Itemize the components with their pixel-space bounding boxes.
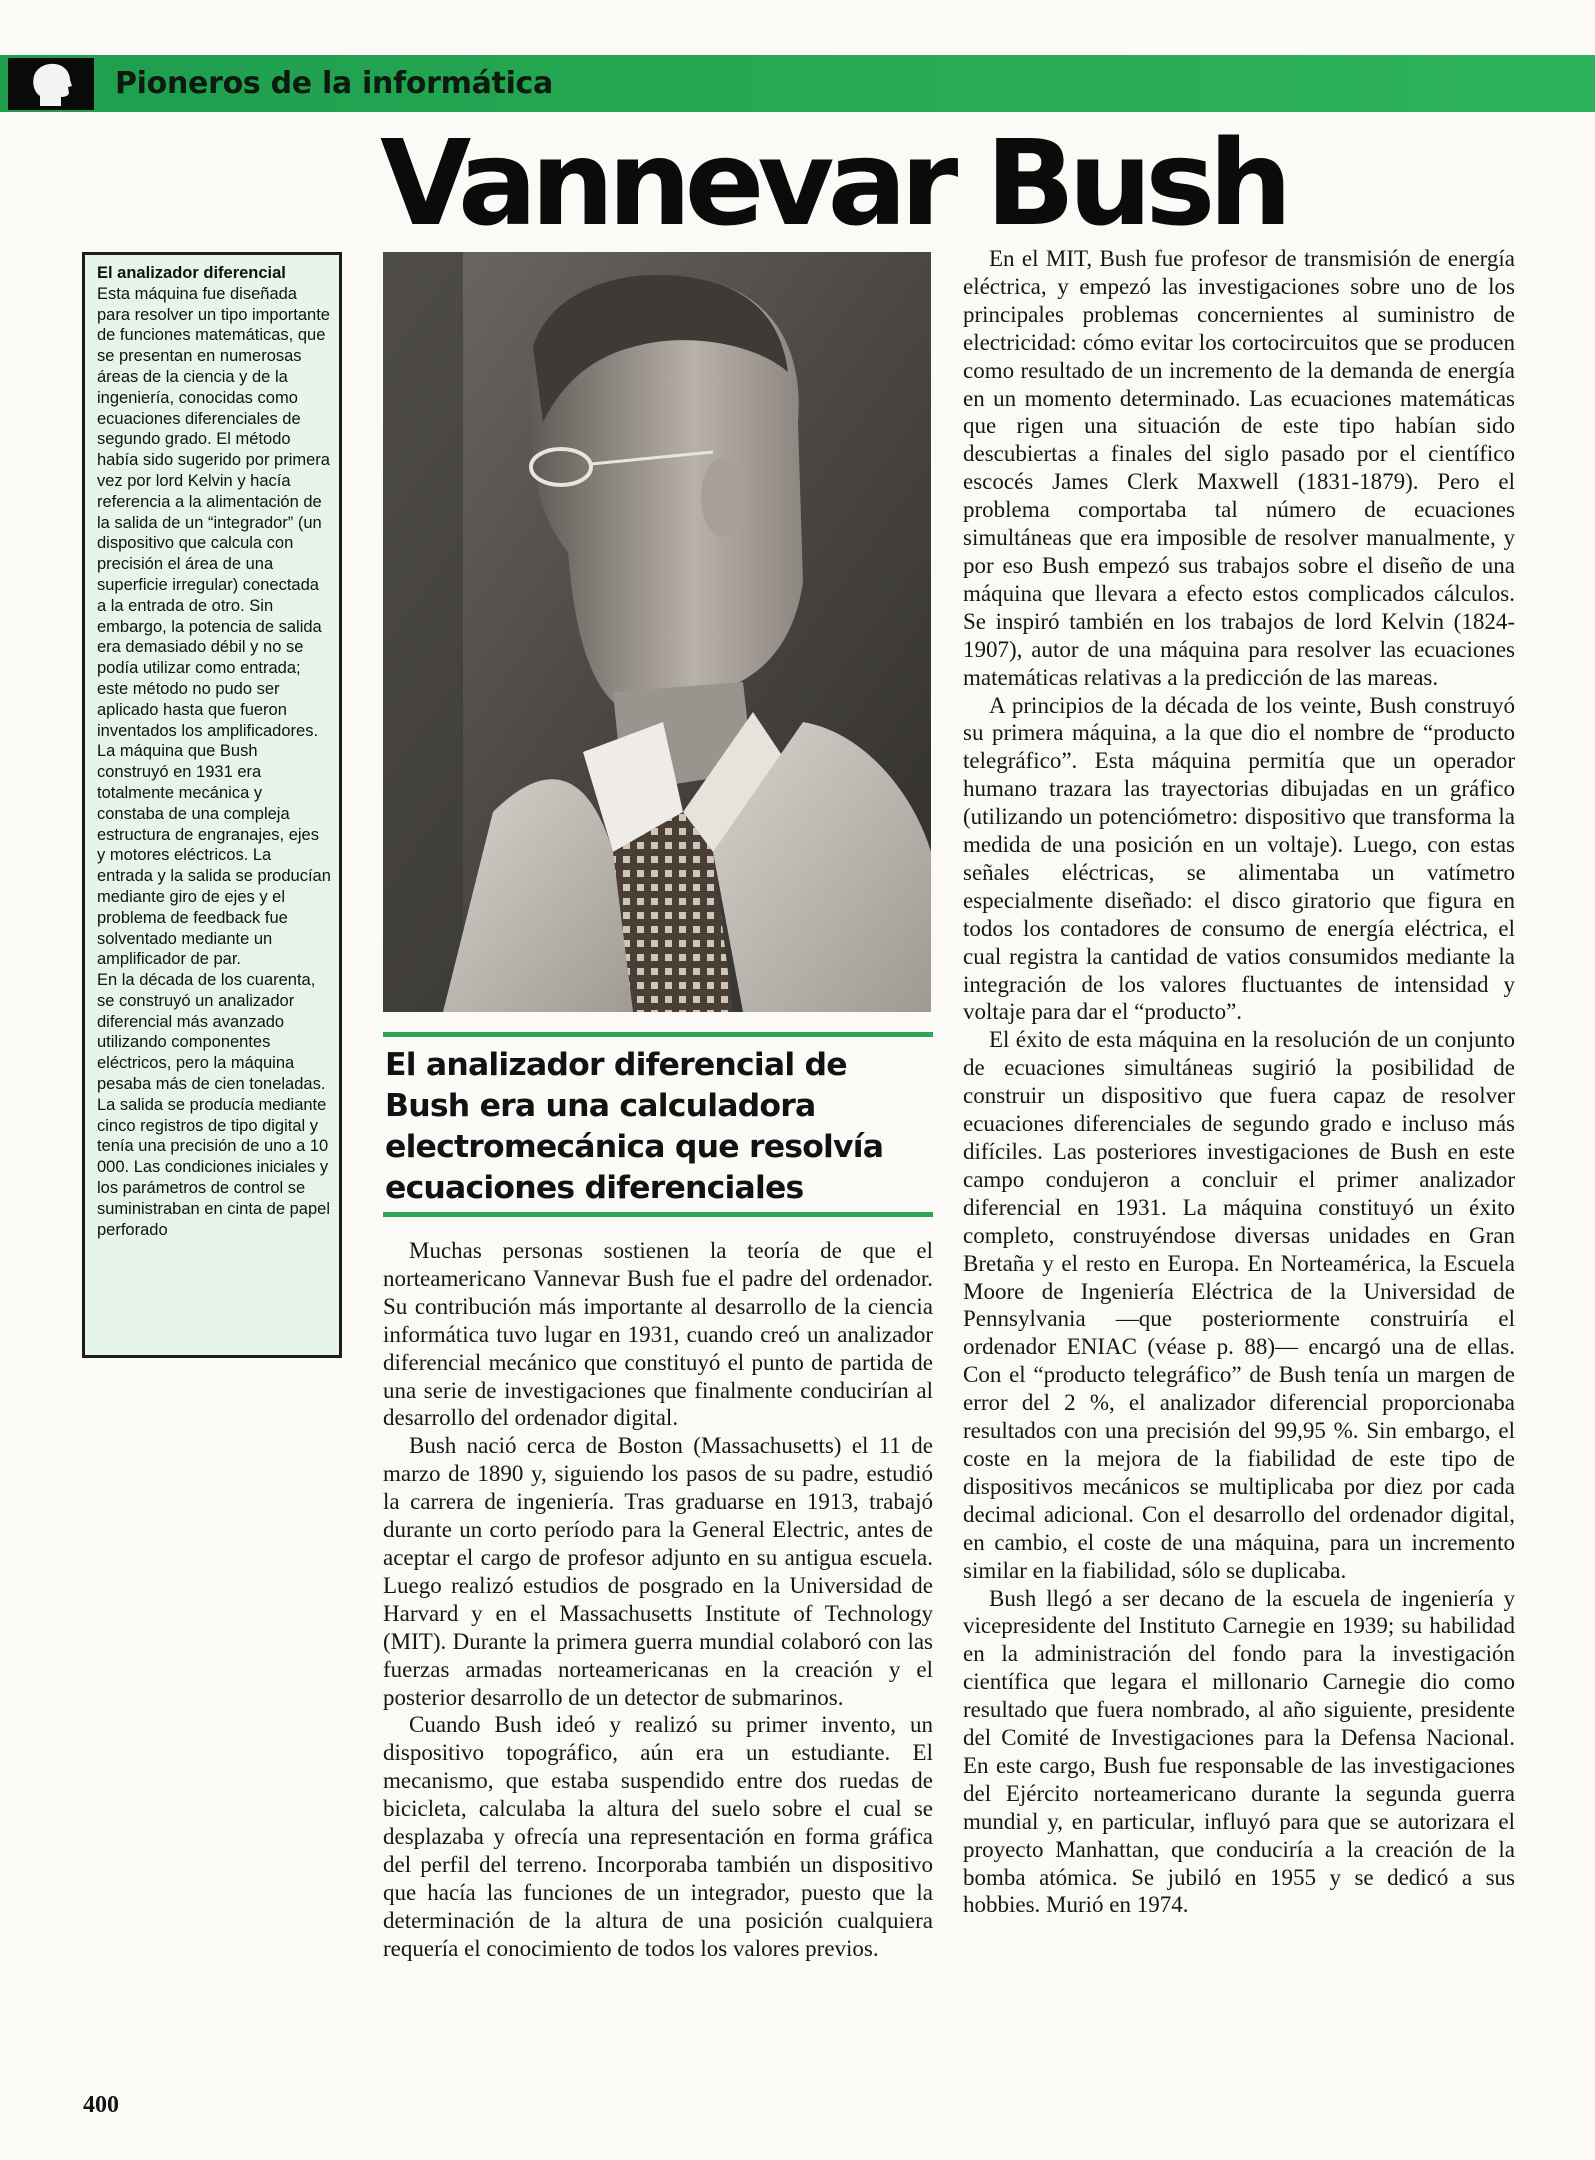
sidebar-paragraph: En la década de los cuarenta, se construyó un analizador diferencial más avanzado utilizando componentes eléctricos, pero la máquina pesaba más de cien toneladas. La salida se producía mediante cinco registros de tipo digital y tenía una precisión de uno a 10 000. Las condiciones iniciales y los parámetros de control se suministraban en cinta de papel perforado — [97, 971, 330, 1239]
head-silhouette-icon — [30, 62, 74, 108]
body-paragraph: Bush llegó a ser decano de la escuela de ingeniería y vicepresidente del Instituto Carnegie en 1939; su habilidad en la administración del fondo para la investigación científica que legara el millonario Carnegie dio como resultado que fuera nombrado, al año siguiente, presidente del Comité de Investigaciones para la Defensa Nacional. En este cargo, Bush fue responsable de las investigaciones del Ejército norteamericano durante la segunda guerra mundial y, en particular, influyó para que se autorizara el proyecto Manhattan, que conduciría a la creación de la bomba atómica. Se jubiló en 1955 y se dedicó a sus hobbies. Murió en 1974. — [963, 1585, 1515, 1918]
portrait-photo — [383, 252, 931, 1012]
section-title: Pioneros de la informática — [115, 66, 553, 101]
portrait-photo-icon — [383, 252, 931, 1012]
pull-quote: El analizador diferencial de Bush era una calculadora electromecánica que resolvía ecuaciones diferenciales — [383, 1032, 933, 1217]
article-title: Vannevar Bush — [380, 114, 1286, 252]
sidebar-paragraph: La máquina que Bush construyó en 1931 era totalmente mecánica y constaba de una compleja estructura de engranajes, ejes y motores eléctricos. La entrada y la salida se producían mediante giro de ejes y el problema de feedback fue solventado mediante un amplificador de par. — [97, 742, 331, 969]
sidebar-box — [82, 252, 342, 1358]
right-column — [963, 245, 1515, 1919]
body-paragraph: El éxito de esta máquina en la resolución de un conjunto de ecuaciones simultáneas sugirió la posibilidad de construir un dispositivo que fuera capaz de resolver ecuaciones diferenciales de segundo grado e incluso más difíciles. Las posteriores investigaciones de Bush en este campo condujeron a concluir el primer analizador diferencial en 1931. La máquina constituyó un éxito completo, construyéndose diversas unidades en Gran Bretaña y el resto en Europa. En Norteamérica, la Escuela Moore de Ingeniería Eléctrica de la Universidad de Pennsylvania —que posteriormente construiría el ordenador ENIAC (véase p. 88)— encargó una de ellas. Con el “producto telegráfico” de Bush tenía un margen de error del 2 %, el analizador diferencial proporcionaba resultados con una precisión del 99,95 %. Sin embargo, el coste en la mejora de la fiabilidad de este tipo de dispositivos mecánicos se multiplicaba por diez por cada decimal adicional. Con el desarrollo del ordenador digital, en cambio, el coste de una máquina, para un incremento similar en la fiabilidad, sólo se duplicaba. — [963, 1027, 1515, 1583]
body-paragraph: En el MIT, Bush fue profesor de transmisión de energía eléctrica, y empezó las investigaciones sobre uno de los principales problemas concernientes al suministro de electricidad: cómo evitar los cortocircuitos que se producen como resultado de un incremento de la demanda de energía en un momento determinado. Las ecuaciones matemáticas que rigen una situación de este tipo habían sido descubiertas a finales del siglo pasado por el científico escocés James Clerk Maxwell (1831-1879). Pero el problema comportaba tal número de ecuaciones simultáneas que era imposible de resolver manualmente, y por eso Bush empezó sus trabajos sobre el diseño de una máquina que llevara a efecto estos complicados cálculos. Se inspiró también en los trabajos de lord Kelvin (1824-1907), autor de una máquina para resolver las ecuaciones matemáticas relativas a la predicción de las mareas. — [963, 246, 1515, 690]
body-paragraph: Cuando Bush ideó y realizó su primer invento, un dispositivo topográfico, aún era un estudiante. El mecanismo, que estaba suspendido entre dos ruedas de bicicleta, calculaba la altura del suelo sobre el cual se desplazaba y ofrecía una representación en forma gráfica del perfil del terreno. Incorporaba también un dispositivo que hacía las funciones de un integrador, puesto que la determinación de la altura de una posición cualquiera requería el conocimiento de todos los valores previos. — [383, 1712, 933, 1961]
left-column — [383, 1237, 933, 1963]
body-paragraph: A principios de la década de los veinte, Bush construyó su primera máquina, a la que dio el nombre de “producto telegráfico”. Esta máquina permitía que un operador humano trazara las trayectorias dibujadas en un gráfico (utilizando un potenciómetro: dispositivo que transforma la medida de una posición en un voltaje). Luego, con estas señales eléctricas, se alimentaba un vatímetro especialmente diseñado: el disco giratorio que figura en todos los contadores de consumo de energía eléctrica, el cual registra la cantidad de vatios consumidos mediante la integración de los valores fluctuantes de intensidad y voltaje para dar el “producto”. — [963, 692, 1515, 1025]
sidebar-title: El analizador diferencial — [97, 264, 286, 282]
body-paragraph: Muchas personas sostienen la teoría de que el norteamericano Vannevar Bush fue el padre del ordenador. Su contribución más importante al desarrollo de la ciencia informática tuvo lugar en 1931, cuando creó un analizador diferencial mecánico que constituyó el punto de partida de una serie de investigaciones que finalmente conducirían al desarrollo del ordenador digital. — [383, 1238, 933, 1431]
section-logo — [8, 58, 94, 110]
body-paragraph: Bush nació cerca de Boston (Massachusetts) el 11 de marzo de 1890 y, siguiendo los pasos de su padre, estudió la carrera de ingeniería. Tras graduarse en 1913, trabajó durante un corto período para la General Electric, antes de aceptar el cargo de profesor adjunto en su antigua escuela. Luego realizó estudios de posgrado en la Universidad de Harvard y en el Massachusetts Institute of Technology (MIT). Durante la primera guerra mundial colaboró con las fuerzas armadas norteamericanas en la creación y el posterior desarrollo de un detector de submarinos. — [383, 1433, 933, 1710]
page-number: 400 — [83, 2092, 119, 2118]
sidebar-paragraph: Esta máquina fue diseñada para resolver un tipo importante de funciones matemáticas, que se presentan en numerosas áreas de la ciencia y de la ingeniería, conocidas como ecuaciones diferenciales de segundo grado. El método había sido sugerido por primera vez por lord Kelvin y hacía referencia a la alimentación de la salida de un “integrador” (un dispositivo que calcula con precisión el área de una superficie irregular) conectada a la entrada de otro. Sin embargo, la potencia de salida era demasiado débil y no se podía utilizar como entrada; este método no pudo ser aplicado hasta que fueron inventados los amplificadores. — [97, 284, 330, 740]
